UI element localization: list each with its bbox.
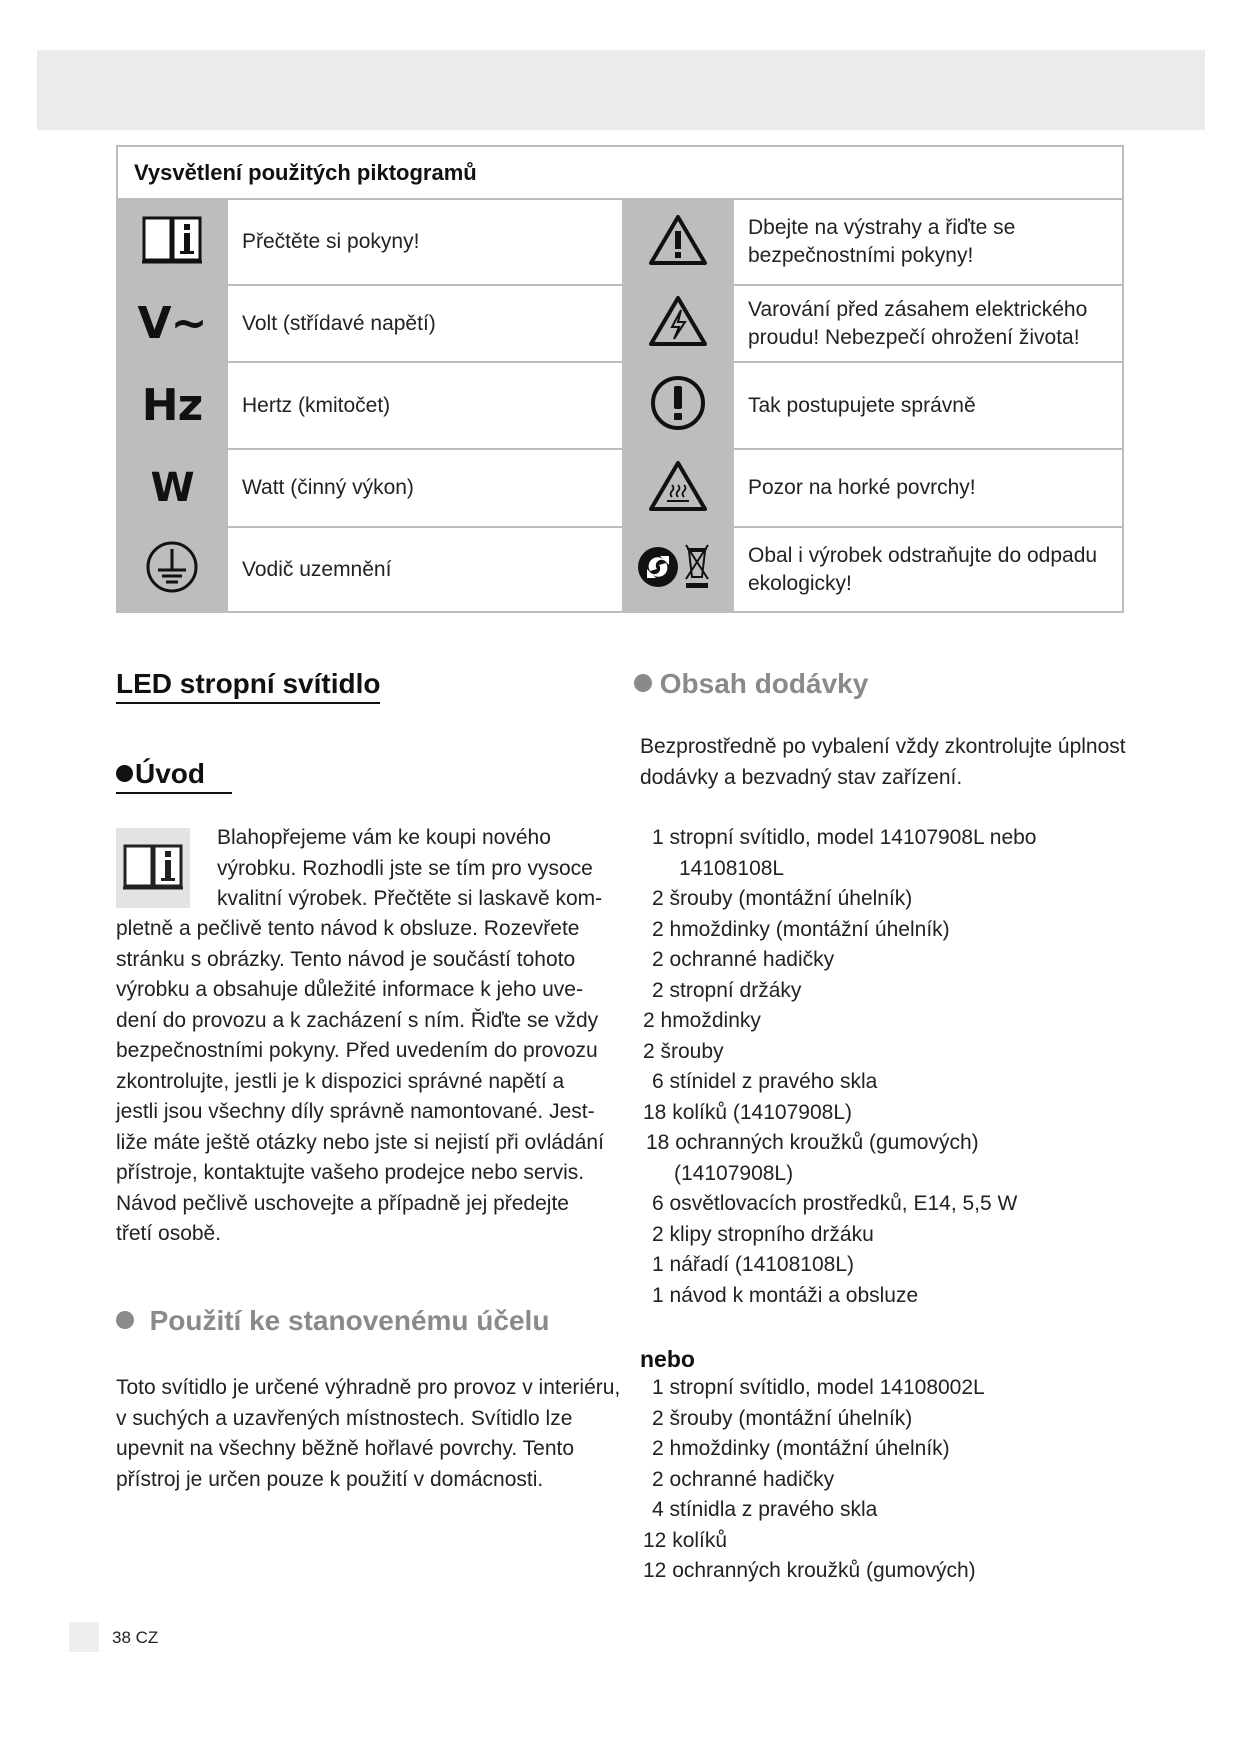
or-label: nebo bbox=[640, 1346, 695, 1372]
list-item: 2 klipy stropního držáku bbox=[652, 1222, 874, 1246]
list-item: 2 ochranné hadičky bbox=[652, 948, 835, 971]
delivery-heading: Obsah dodávky bbox=[634, 668, 868, 700]
warning-exclamation-icon bbox=[647, 213, 709, 267]
pictogram-table-title: Vysvětlení použitých piktogramů bbox=[117, 146, 1123, 199]
usage-heading: Použití ke stanovenému účelu bbox=[116, 1305, 549, 1337]
intro-heading: Úvod bbox=[116, 758, 232, 794]
intro-text-indented: Blahopřejeme vám ke koupi nového výrobku. Rozhodli jste se tím pro vysoce kvalitní výrobek. Přečtěte si laskavě kom- bbox=[217, 826, 603, 910]
pictogram-row bbox=[117, 285, 1123, 362]
watt-symbol: W bbox=[150, 465, 194, 511]
list-item: 4 stínidla z pravého skla bbox=[652, 1498, 878, 1521]
electric-shock-warning-icon bbox=[647, 294, 709, 348]
book-info-icon bbox=[140, 214, 204, 266]
list-item: 1 návod k montáži a obsluze bbox=[652, 1283, 919, 1307]
list-item: 2 šrouby (montážní úhelník) bbox=[652, 887, 913, 910]
list-item: 14108108L bbox=[679, 856, 785, 880]
list-item: 6 osvětlovacích prostředků, E14, 5,5 W bbox=[652, 1192, 1018, 1215]
delivery-list-b bbox=[640, 1373, 985, 1587]
recycling-disposal-icon bbox=[636, 541, 720, 593]
list-item: 2 ochranné hadičky bbox=[652, 1467, 835, 1491]
pictogram-text: Pozor na horké povrchy! bbox=[733, 449, 1123, 527]
list-item: 2 hmoždinky bbox=[643, 1009, 761, 1032]
list-item: (14107908L) bbox=[674, 1161, 794, 1185]
pictogram-row bbox=[117, 527, 1123, 612]
volt-symbol: V~ bbox=[137, 298, 207, 349]
list-item: 18 ochranných kroužků (gumových) bbox=[646, 1131, 979, 1154]
pictogram-text: Hertz (kmitočet) bbox=[227, 362, 623, 449]
pictogram-row bbox=[117, 362, 1123, 449]
list-item: 1 stropní svítidlo, model 14107908L nebo bbox=[652, 826, 1037, 849]
header-band bbox=[37, 50, 1205, 130]
pictogram-table bbox=[116, 145, 1124, 613]
delivery-list-a bbox=[640, 823, 1037, 1311]
page-marker bbox=[69, 1622, 99, 1652]
pictogram-text: Volt (střídavé napětí) bbox=[227, 285, 623, 362]
list-item: 2 stropní držáky bbox=[652, 978, 802, 1002]
pictogram-text: Varování před zásahem elektrického proudu! Nebezpečí ohrožení života! bbox=[733, 285, 1123, 362]
pictogram-text: Obal i výrobek odstraňujte do odpadu ekologicky! bbox=[733, 527, 1123, 612]
book-info-icon bbox=[116, 828, 190, 908]
pictogram-row bbox=[117, 449, 1123, 527]
intro-text: pletně a pečlivě tento návod k obsluze. Rozevřete stránku s obrázky. Tento návod je součástí tohoto výrobku a obsahuje důležité informace k jeho uve- dení do provozu a k zacházení s ním. Řiďte se vždy bezpečnostními pokyny. Před uvedením do provozu zkontrolujte, jestli je k dispozici správné napětí a jestli jsou všechny díly správně namontované. Jest- liže máte ještě otázky nebo jste si nejistí při ovládání přístroje, kontaktujte vašeho prodejce nebo servis. Návod pečlivě uschovejte a případně jej předejte třetí osobě. bbox=[116, 917, 604, 1245]
pictogram-row bbox=[117, 199, 1123, 285]
list-item: 12 ochranných kroužků (gumových) bbox=[643, 1559, 976, 1582]
list-item: 1 nářadí (14108108L) bbox=[652, 1253, 854, 1276]
list-item: 12 kolíků bbox=[643, 1528, 728, 1552]
pictogram-text: Přečtěte si pokyny! bbox=[227, 199, 623, 285]
pictogram-text: Vodič uzemnění bbox=[227, 527, 623, 612]
book-info-icon-box bbox=[116, 828, 190, 908]
circle-exclamation-icon bbox=[649, 374, 707, 432]
list-item: 6 stínidel z pravého skla bbox=[652, 1070, 878, 1093]
list-item: 2 šrouby (montážní úhelník) bbox=[652, 1406, 913, 1430]
hertz-symbol: Hz bbox=[141, 380, 203, 431]
bullet-icon bbox=[634, 674, 652, 692]
bullet-icon bbox=[116, 765, 133, 782]
usage-text: Toto svítidlo je určené výhradně pro provoz v interiéru, v suchých a uzavřených místnostech. Svítidlo lze upevnit na všechny běžně hořlavé povrchy. Tento přístroj je určen pouze k použití v domácnosti. bbox=[116, 1376, 621, 1491]
delivery-intro: Bezprostředně po vybalení vždy zkontrolujte úplnost dodávky a bezvadný stav zařízení. bbox=[640, 735, 1126, 789]
hot-surface-warning-icon bbox=[647, 459, 709, 513]
ground-conductor-icon bbox=[144, 539, 200, 595]
pictogram-text: Watt (činný výkon) bbox=[227, 449, 623, 527]
bullet-icon bbox=[116, 1311, 134, 1329]
pictogram-text: Tak postupujete správně bbox=[733, 362, 1123, 449]
list-item: 2 hmoždinky (montážní úhelník) bbox=[652, 1437, 950, 1460]
main-heading: LED stropní svítidlo bbox=[116, 668, 380, 704]
page-number: 38 CZ bbox=[112, 1628, 159, 1647]
list-item: 1 stropní svítidlo, model 14108002L bbox=[652, 1376, 985, 1399]
list-item: 2 šrouby bbox=[643, 1039, 724, 1063]
pictogram-text: Dbejte na výstrahy a řiďte se bezpečnostními pokyny! bbox=[733, 199, 1123, 285]
list-item: 2 hmoždinky (montážní úhelník) bbox=[652, 917, 950, 941]
list-item: 18 kolíků (14107908L) bbox=[643, 1100, 852, 1124]
